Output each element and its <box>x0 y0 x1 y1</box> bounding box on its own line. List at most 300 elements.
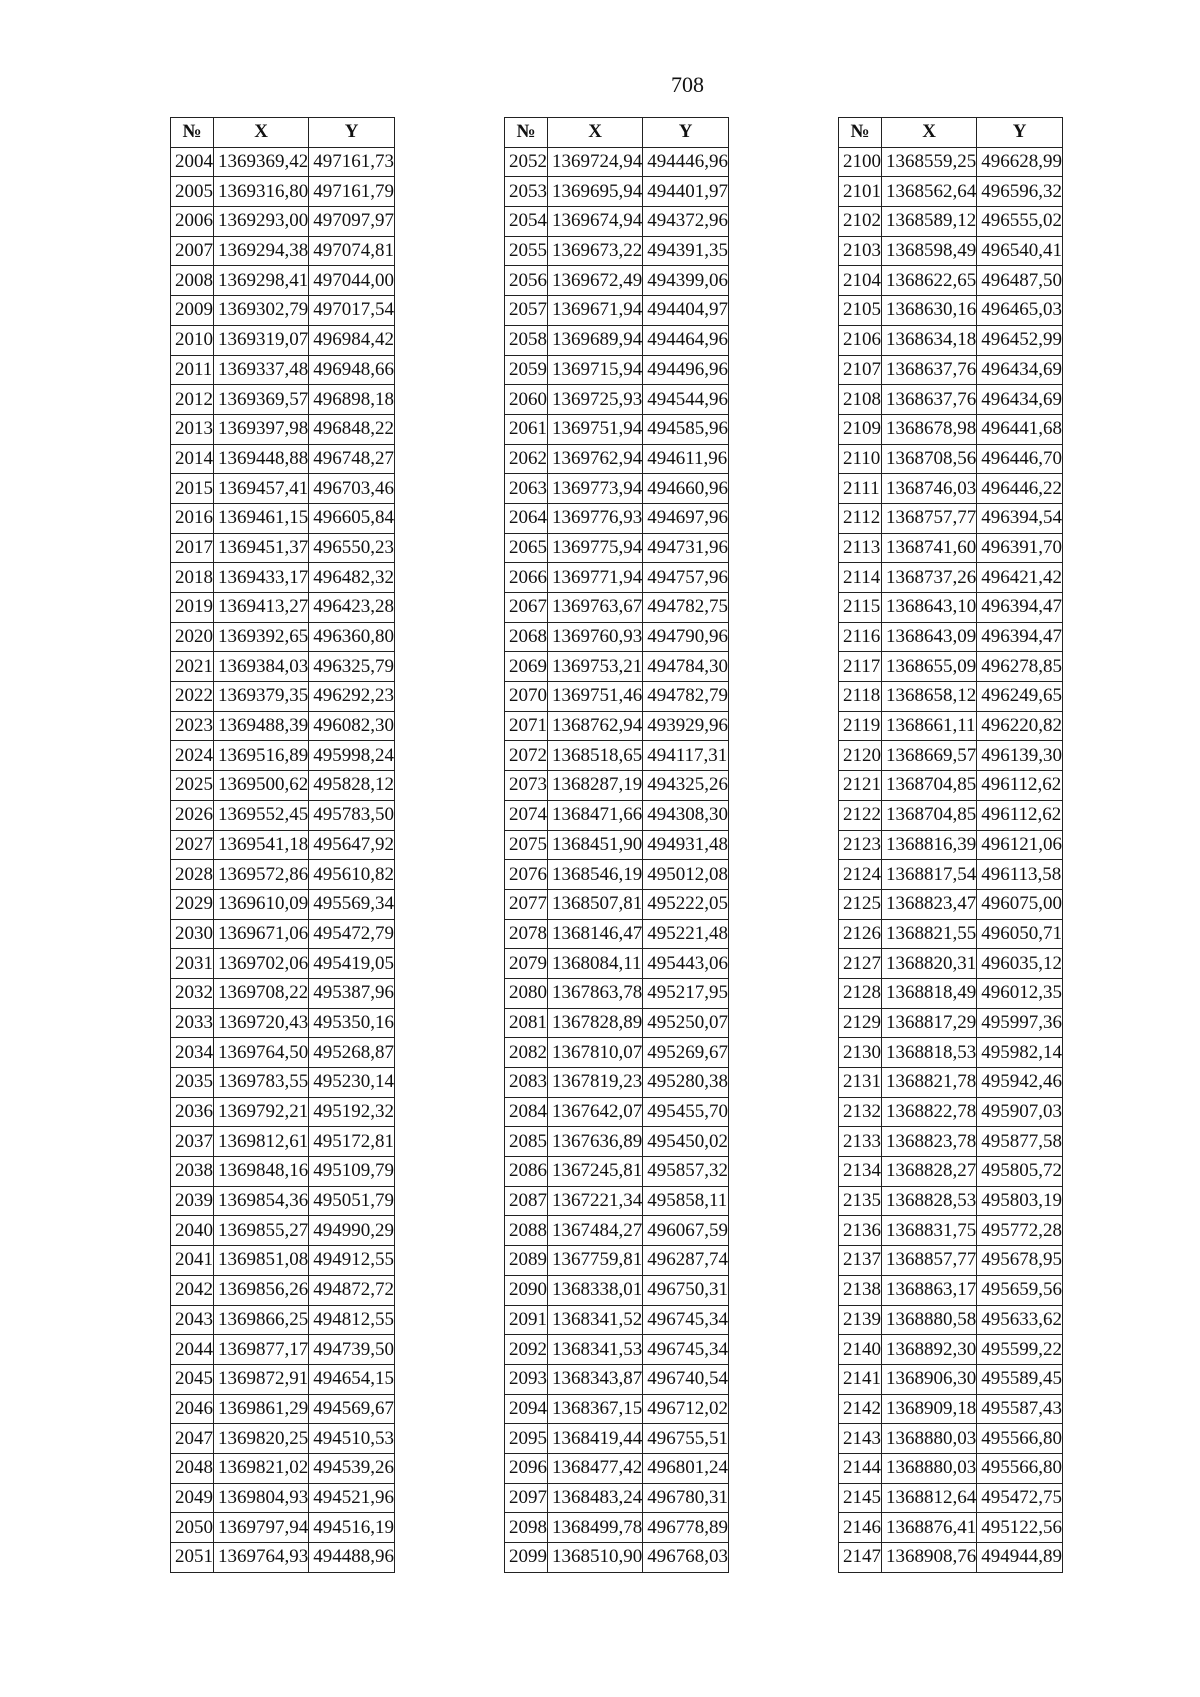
cell-no: 2098 <box>505 1513 548 1543</box>
cell-y: 496745,34 <box>643 1305 729 1335</box>
table-row <box>839 266 1063 296</box>
cell-y: 495678,95 <box>977 1246 1063 1276</box>
cell-x: 1367819,23 <box>548 1068 643 1098</box>
cell-no: 2094 <box>505 1394 548 1424</box>
cell-x: 1367642,07 <box>548 1097 643 1127</box>
cell-x: 1369753,21 <box>548 652 643 682</box>
cell-no: 2095 <box>505 1424 548 1454</box>
cell-x: 1368661,11 <box>882 711 977 741</box>
cell-no: 2040 <box>171 1216 214 1246</box>
cell-no: 2125 <box>839 889 882 919</box>
cell-no: 2107 <box>839 355 882 385</box>
table-row <box>839 622 1063 652</box>
cell-y: 494488,96 <box>309 1543 395 1573</box>
cell-x: 1367221,34 <box>548 1186 643 1216</box>
table-row <box>171 978 395 1008</box>
table-row <box>839 711 1063 741</box>
cell-x: 1369457,41 <box>214 474 309 504</box>
cell-y: 496740,54 <box>643 1364 729 1394</box>
table-row <box>171 385 395 415</box>
cell-y: 496948,66 <box>309 355 395 385</box>
table-row <box>171 1157 395 1187</box>
table-row <box>505 563 729 593</box>
table-row <box>171 1483 395 1513</box>
table-row <box>171 771 395 801</box>
cell-no: 2055 <box>505 236 548 266</box>
cell-y: 496452,99 <box>977 325 1063 355</box>
cell-no: 2078 <box>505 919 548 949</box>
cell-y: 494731,96 <box>643 533 729 563</box>
cell-x: 1369855,27 <box>214 1216 309 1246</box>
cell-x: 1369572,86 <box>214 860 309 890</box>
table-row <box>171 1394 395 1424</box>
cell-x: 1369854,36 <box>214 1186 309 1216</box>
cell-x: 1369821,02 <box>214 1453 309 1483</box>
cell-y: 496605,84 <box>309 503 395 533</box>
cell-no: 2108 <box>839 385 882 415</box>
cell-y: 495587,43 <box>977 1394 1063 1424</box>
cell-y: 496325,79 <box>309 652 395 682</box>
cell-no: 2010 <box>171 325 214 355</box>
table-row <box>505 474 729 504</box>
cell-no: 2112 <box>839 503 882 533</box>
cell-y: 497044,00 <box>309 266 395 296</box>
table-row <box>171 1275 395 1305</box>
table-row <box>839 147 1063 177</box>
cell-y: 495858,11 <box>643 1186 729 1216</box>
cell-no: 2022 <box>171 682 214 712</box>
cell-no: 2005 <box>171 177 214 207</box>
cell-y: 496012,35 <box>977 978 1063 1008</box>
cell-no: 2011 <box>171 355 214 385</box>
cell-x: 1368669,57 <box>882 741 977 771</box>
cell-y: 495222,05 <box>643 889 729 919</box>
table-row <box>839 503 1063 533</box>
cell-y: 496067,59 <box>643 1216 729 1246</box>
cell-y: 496898,18 <box>309 385 395 415</box>
coordinate-table-3 <box>838 117 1063 1573</box>
cell-x: 1367636,89 <box>548 1127 643 1157</box>
cell-x: 1367484,27 <box>548 1216 643 1246</box>
cell-x: 1369552,45 <box>214 800 309 830</box>
table-row <box>505 355 729 385</box>
cell-no: 2071 <box>505 711 548 741</box>
cell-no: 2012 <box>171 385 214 415</box>
cell-x: 1368367,15 <box>548 1394 643 1424</box>
cell-no: 2037 <box>171 1127 214 1157</box>
table-row <box>505 325 729 355</box>
cell-x: 1369298,41 <box>214 266 309 296</box>
cell-x: 1368757,77 <box>882 503 977 533</box>
cell-no: 2046 <box>171 1394 214 1424</box>
cell-x: 1369413,27 <box>214 593 309 623</box>
table-row <box>839 563 1063 593</box>
cell-x: 1368655,09 <box>882 652 977 682</box>
table-row <box>839 830 1063 860</box>
cell-no: 2030 <box>171 919 214 949</box>
cell-x: 1369797,94 <box>214 1513 309 1543</box>
cell-y: 494931,48 <box>643 830 729 860</box>
cell-y: 495269,67 <box>643 1038 729 1068</box>
cell-x: 1368828,53 <box>882 1186 977 1216</box>
cell-y: 496712,02 <box>643 1394 729 1424</box>
cell-y: 493929,96 <box>643 711 729 741</box>
cell-y: 496984,42 <box>309 325 395 355</box>
cell-x: 1368341,53 <box>548 1335 643 1365</box>
table-row <box>171 266 395 296</box>
cell-x: 1369764,50 <box>214 1038 309 1068</box>
cell-y: 495387,96 <box>309 978 395 1008</box>
cell-x: 1368637,76 <box>882 355 977 385</box>
cell-no: 2116 <box>839 622 882 652</box>
table-row <box>171 1038 395 1068</box>
cell-y: 494990,29 <box>309 1216 395 1246</box>
cell-y: 495857,32 <box>643 1157 729 1187</box>
cell-no: 2099 <box>505 1543 548 1573</box>
cell-no: 2053 <box>505 177 548 207</box>
cell-no: 2139 <box>839 1305 882 1335</box>
table-row <box>171 1008 395 1038</box>
cell-no: 2070 <box>505 682 548 712</box>
cell-no: 2102 <box>839 207 882 237</box>
cell-no: 2049 <box>171 1483 214 1513</box>
cell-y: 496112,62 <box>977 800 1063 830</box>
table-row <box>505 1186 729 1216</box>
table-row <box>839 1216 1063 1246</box>
cell-y: 496421,42 <box>977 563 1063 593</box>
cell-y: 496287,74 <box>643 1246 729 1276</box>
cell-no: 2036 <box>171 1097 214 1127</box>
table-row <box>839 593 1063 623</box>
cell-no: 2081 <box>505 1008 548 1038</box>
cell-no: 2124 <box>839 860 882 890</box>
cell-x: 1368876,41 <box>882 1513 977 1543</box>
cell-no: 2039 <box>171 1186 214 1216</box>
table-row <box>171 147 395 177</box>
table-row <box>839 533 1063 563</box>
cell-x: 1369760,93 <box>548 622 643 652</box>
cell-no: 2109 <box>839 414 882 444</box>
table-row <box>505 1335 729 1365</box>
header-row <box>839 118 1063 148</box>
table-row <box>171 1127 395 1157</box>
cell-no: 2080 <box>505 978 548 1008</box>
table-row <box>505 1008 729 1038</box>
cell-no: 2105 <box>839 296 882 326</box>
cell-x: 1368630,16 <box>882 296 977 326</box>
cell-x: 1369369,42 <box>214 147 309 177</box>
cell-no: 2069 <box>505 652 548 682</box>
cell-y: 496075,00 <box>977 889 1063 919</box>
table-row <box>505 949 729 979</box>
cell-y: 496139,30 <box>977 741 1063 771</box>
cell-y: 494464,96 <box>643 325 729 355</box>
cell-no: 2008 <box>171 266 214 296</box>
cell-x: 1368857,77 <box>882 1246 977 1276</box>
cell-y: 496446,70 <box>977 444 1063 474</box>
cell-x: 1368823,78 <box>882 1127 977 1157</box>
table-row <box>505 1424 729 1454</box>
cell-y: 496434,69 <box>977 355 1063 385</box>
table-row <box>171 830 395 860</box>
cell-x: 1368820,31 <box>882 949 977 979</box>
cell-x: 1368823,47 <box>882 889 977 919</box>
cell-no: 2127 <box>839 949 882 979</box>
cell-no: 2058 <box>505 325 548 355</box>
cell-y: 495217,95 <box>643 978 729 1008</box>
table-row <box>839 800 1063 830</box>
cell-y: 495633,62 <box>977 1305 1063 1335</box>
cell-y: 495997,36 <box>977 1008 1063 1038</box>
table-row <box>839 236 1063 266</box>
cell-x: 1368510,90 <box>548 1543 643 1573</box>
cell-y: 497161,73 <box>309 147 395 177</box>
cell-no: 2118 <box>839 682 882 712</box>
cell-no: 2145 <box>839 1483 882 1513</box>
table-row <box>839 444 1063 474</box>
cell-y: 497097,97 <box>309 207 395 237</box>
cell-y: 496628,99 <box>977 147 1063 177</box>
cell-y: 496446,22 <box>977 474 1063 504</box>
cell-no: 2100 <box>839 147 882 177</box>
table-row <box>505 1543 729 1573</box>
cell-no: 2054 <box>505 207 548 237</box>
cell-x: 1368880,03 <box>882 1453 977 1483</box>
cell-no: 2092 <box>505 1335 548 1365</box>
cell-x: 1369866,25 <box>214 1305 309 1335</box>
cell-no: 2140 <box>839 1335 882 1365</box>
cell-x: 1368341,52 <box>548 1305 643 1335</box>
table-row <box>171 414 395 444</box>
cell-no: 2013 <box>171 414 214 444</box>
cell-x: 1369775,94 <box>548 533 643 563</box>
cell-no: 2084 <box>505 1097 548 1127</box>
cell-no: 2050 <box>171 1513 214 1543</box>
cell-x: 1368818,49 <box>882 978 977 1008</box>
table-row <box>839 325 1063 355</box>
cell-y: 496394,47 <box>977 622 1063 652</box>
cell-no: 2015 <box>171 474 214 504</box>
table-row <box>505 1275 729 1305</box>
cell-no: 2059 <box>505 355 548 385</box>
cell-y: 495589,45 <box>977 1364 1063 1394</box>
table-row <box>839 1394 1063 1424</box>
cell-no: 2052 <box>505 147 548 177</box>
cell-y: 496745,34 <box>643 1335 729 1365</box>
cell-no: 2060 <box>505 385 548 415</box>
cell-y: 494391,35 <box>643 236 729 266</box>
cell-y: 496249,65 <box>977 682 1063 712</box>
cell-no: 2144 <box>839 1453 882 1483</box>
table-row <box>171 207 395 237</box>
cell-x: 1368708,56 <box>882 444 977 474</box>
cell-y: 496748,27 <box>309 444 395 474</box>
table-row <box>171 296 395 326</box>
cell-y: 495455,70 <box>643 1097 729 1127</box>
cell-y: 495569,34 <box>309 889 395 919</box>
table-row <box>839 1483 1063 1513</box>
cell-y: 496082,30 <box>309 711 395 741</box>
cell-x: 1369776,93 <box>548 503 643 533</box>
cell-no: 2031 <box>171 949 214 979</box>
table-row <box>171 533 395 563</box>
cell-no: 2110 <box>839 444 882 474</box>
coordinate-table-2 <box>504 117 729 1573</box>
table-row <box>839 414 1063 444</box>
cell-x: 1368822,78 <box>882 1097 977 1127</box>
table-row <box>171 593 395 623</box>
cell-no: 2087 <box>505 1186 548 1216</box>
cell-no: 2038 <box>171 1157 214 1187</box>
cell-y: 497074,81 <box>309 236 395 266</box>
cell-no: 2016 <box>171 503 214 533</box>
cell-x: 1368622,65 <box>882 266 977 296</box>
table-row <box>171 1097 395 1127</box>
table-row <box>839 474 1063 504</box>
cell-x: 1369762,94 <box>548 444 643 474</box>
cell-no: 2117 <box>839 652 882 682</box>
table-row <box>505 830 729 860</box>
table-row <box>505 1216 729 1246</box>
table-row <box>171 236 395 266</box>
header-x: X <box>214 118 309 148</box>
table-row <box>171 1364 395 1394</box>
cell-no: 2141 <box>839 1364 882 1394</box>
coordinate-table-1 <box>170 117 395 1573</box>
cell-y: 495599,22 <box>977 1335 1063 1365</box>
cell-x: 1368451,90 <box>548 830 643 860</box>
cell-no: 2135 <box>839 1186 882 1216</box>
cell-x: 1369293,00 <box>214 207 309 237</box>
cell-y: 494539,26 <box>309 1453 395 1483</box>
cell-x: 1369671,94 <box>548 296 643 326</box>
cell-x: 1369461,15 <box>214 503 309 533</box>
table-row <box>505 503 729 533</box>
cell-x: 1368908,76 <box>882 1543 977 1573</box>
cell-no: 2106 <box>839 325 882 355</box>
table-row <box>839 1068 1063 1098</box>
cell-x: 1368338,01 <box>548 1275 643 1305</box>
cell-x: 1369763,67 <box>548 593 643 623</box>
table-row <box>505 652 729 682</box>
table-row <box>505 1068 729 1098</box>
cell-x: 1368477,42 <box>548 1453 643 1483</box>
table-row <box>505 800 729 830</box>
cell-x: 1369433,17 <box>214 563 309 593</box>
table-row <box>839 385 1063 415</box>
cell-x: 1369715,94 <box>548 355 643 385</box>
cell-x: 1369724,94 <box>548 147 643 177</box>
cell-no: 2079 <box>505 949 548 979</box>
cell-x: 1369397,98 <box>214 414 309 444</box>
cell-no: 2085 <box>505 1127 548 1157</box>
header-x: X <box>882 118 977 148</box>
table-row <box>505 1394 729 1424</box>
cell-no: 2089 <box>505 1246 548 1276</box>
table-row <box>171 1246 395 1276</box>
cell-x: 1369783,55 <box>214 1068 309 1098</box>
cell-no: 2061 <box>505 414 548 444</box>
table-row <box>505 978 729 1008</box>
cell-x: 1369379,35 <box>214 682 309 712</box>
table-row <box>839 177 1063 207</box>
table-row <box>839 652 1063 682</box>
header-row <box>505 118 729 148</box>
cell-no: 2026 <box>171 800 214 830</box>
cell-no: 2130 <box>839 1038 882 1068</box>
cell-y: 495250,07 <box>643 1008 729 1038</box>
cell-y: 496035,12 <box>977 949 1063 979</box>
table-row <box>505 771 729 801</box>
cell-no: 2103 <box>839 236 882 266</box>
cell-no: 2132 <box>839 1097 882 1127</box>
cell-no: 2101 <box>839 177 882 207</box>
cell-no: 2051 <box>171 1543 214 1573</box>
header-y: Y <box>309 118 395 148</box>
table-row <box>505 682 729 712</box>
cell-no: 2115 <box>839 593 882 623</box>
table-row <box>171 1335 395 1365</box>
cell-x: 1368562,64 <box>882 177 977 207</box>
cell-no: 2004 <box>171 147 214 177</box>
cell-no: 2024 <box>171 741 214 771</box>
table-row <box>839 771 1063 801</box>
cell-x: 1369804,93 <box>214 1483 309 1513</box>
cell-x: 1367863,78 <box>548 978 643 1008</box>
table-row <box>839 949 1063 979</box>
cell-x: 1368828,27 <box>882 1157 977 1187</box>
header-no: № <box>839 118 882 148</box>
table-row <box>839 1127 1063 1157</box>
cell-y: 494117,31 <box>643 741 729 771</box>
cell-x: 1368880,03 <box>882 1424 977 1454</box>
cell-no: 2033 <box>171 1008 214 1038</box>
cell-no: 2048 <box>171 1453 214 1483</box>
cell-x: 1369516,89 <box>214 741 309 771</box>
header-y: Y <box>977 118 1063 148</box>
cell-x: 1368483,24 <box>548 1483 643 1513</box>
cell-y: 494782,75 <box>643 593 729 623</box>
cell-y: 496278,85 <box>977 652 1063 682</box>
cell-no: 2064 <box>505 503 548 533</box>
table-row <box>171 503 395 533</box>
cell-x: 1368499,78 <box>548 1513 643 1543</box>
cell-no: 2056 <box>505 266 548 296</box>
cell-y: 494782,79 <box>643 682 729 712</box>
cell-no: 2062 <box>505 444 548 474</box>
cell-no: 2067 <box>505 593 548 623</box>
cell-x: 1368471,66 <box>548 800 643 830</box>
cell-no: 2136 <box>839 1216 882 1246</box>
cell-x: 1368906,30 <box>882 1364 977 1394</box>
table-row <box>839 207 1063 237</box>
cell-y: 495012,08 <box>643 860 729 890</box>
cell-y: 495419,05 <box>309 949 395 979</box>
cell-x: 1369673,22 <box>548 236 643 266</box>
cell-y: 494401,97 <box>643 177 729 207</box>
cell-no: 2088 <box>505 1216 548 1246</box>
cell-y: 494784,30 <box>643 652 729 682</box>
table-row <box>505 266 729 296</box>
cell-no: 2133 <box>839 1127 882 1157</box>
cell-x: 1368546,19 <box>548 860 643 890</box>
table-row <box>839 1097 1063 1127</box>
cell-x: 1369702,06 <box>214 949 309 979</box>
table-row <box>505 385 729 415</box>
cell-y: 496596,32 <box>977 177 1063 207</box>
table-row <box>839 978 1063 1008</box>
cell-x: 1369725,93 <box>548 385 643 415</box>
